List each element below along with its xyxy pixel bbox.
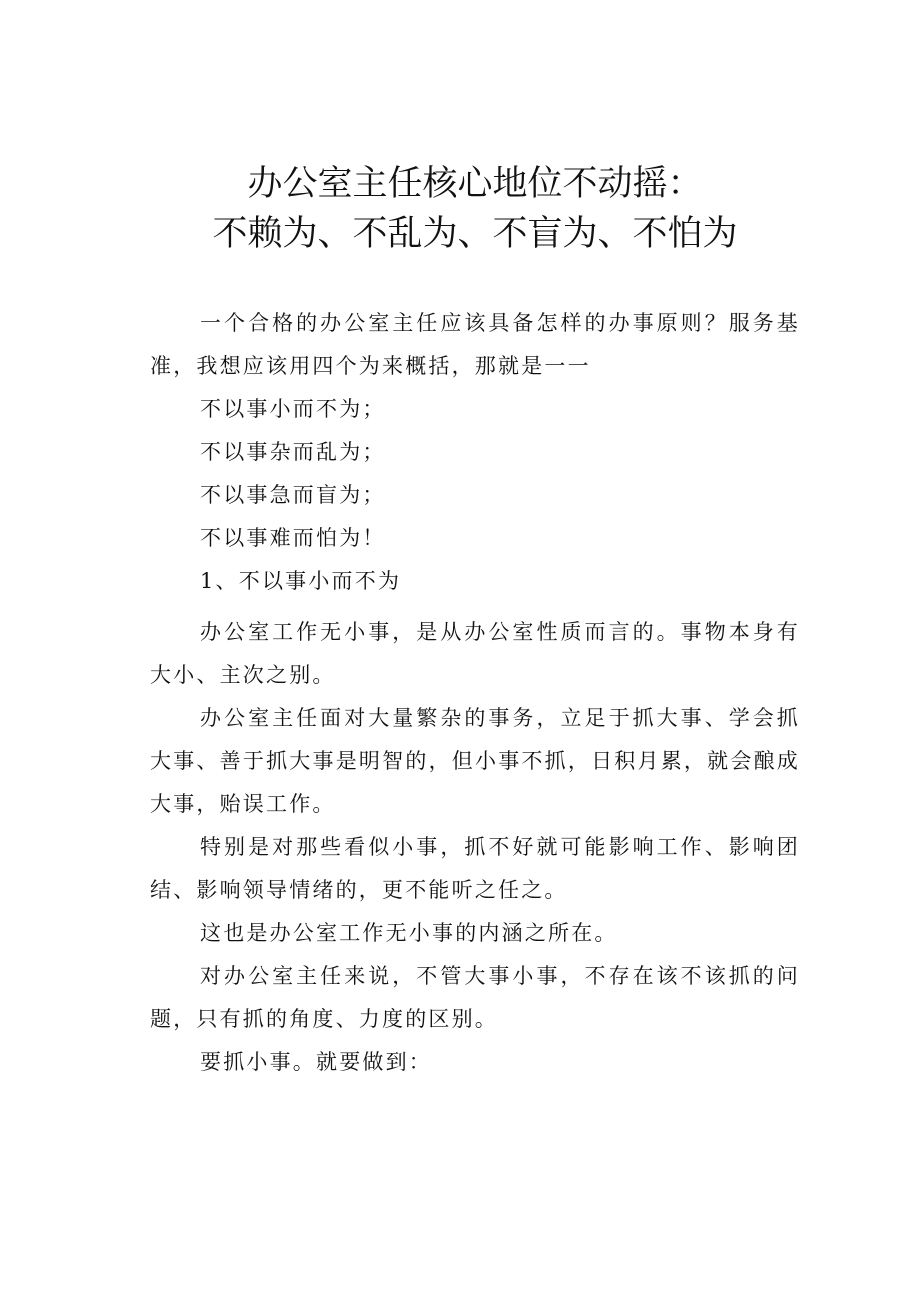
document-body (150, 302, 800, 1084)
principle-item-2: 不以事杂而乱为； (200, 440, 386, 464)
paragraph-6: 要抓小事。就要做到： (200, 1050, 432, 1074)
document-title-line-2: 不赖为、不乱为、不盲为、不怕为 (212, 214, 738, 254)
principle-item-3: 不以事急而盲为； (200, 483, 386, 507)
paragraph-intro: 一个合格的办公室主任应该具备怎样的办事原则？服务基准，我想应该用四个为来概括，那就是一一 (150, 311, 800, 378)
section-heading-1: 1、不以事小而不为 (200, 569, 402, 593)
principle-item-4: 不以事难而怕为！ (200, 526, 386, 550)
paragraph-1: 办公室工作无小事，是从办公室性质而言的。事物本身有大小、主次之别。 (150, 620, 800, 687)
paragraph-5: 对办公室主任来说，不管大事小事，不存在该不该抓的问题，只有抓的角度、力度的区别。 (150, 964, 800, 1031)
paragraph-4: 这也是办公室工作无小事的内涵之所在。 (200, 921, 618, 945)
principle-item-1: 不以事小而不为； (200, 397, 386, 421)
document-title-line-1: 办公室主任核心地位不动摇： (247, 164, 703, 204)
paragraph-2: 办公室主任面对大量繁杂的事务，立足于抓大事、学会抓大事、善于抓大事是明智的，但小事不抓，日积月累，就会酿成大事，贻误工作。 (150, 706, 800, 816)
paragraph-3: 特别是对那些看似小事，抓不好就可能影响工作、影响团结、影响领导情绪的，更不能听之任之。 (150, 835, 800, 902)
